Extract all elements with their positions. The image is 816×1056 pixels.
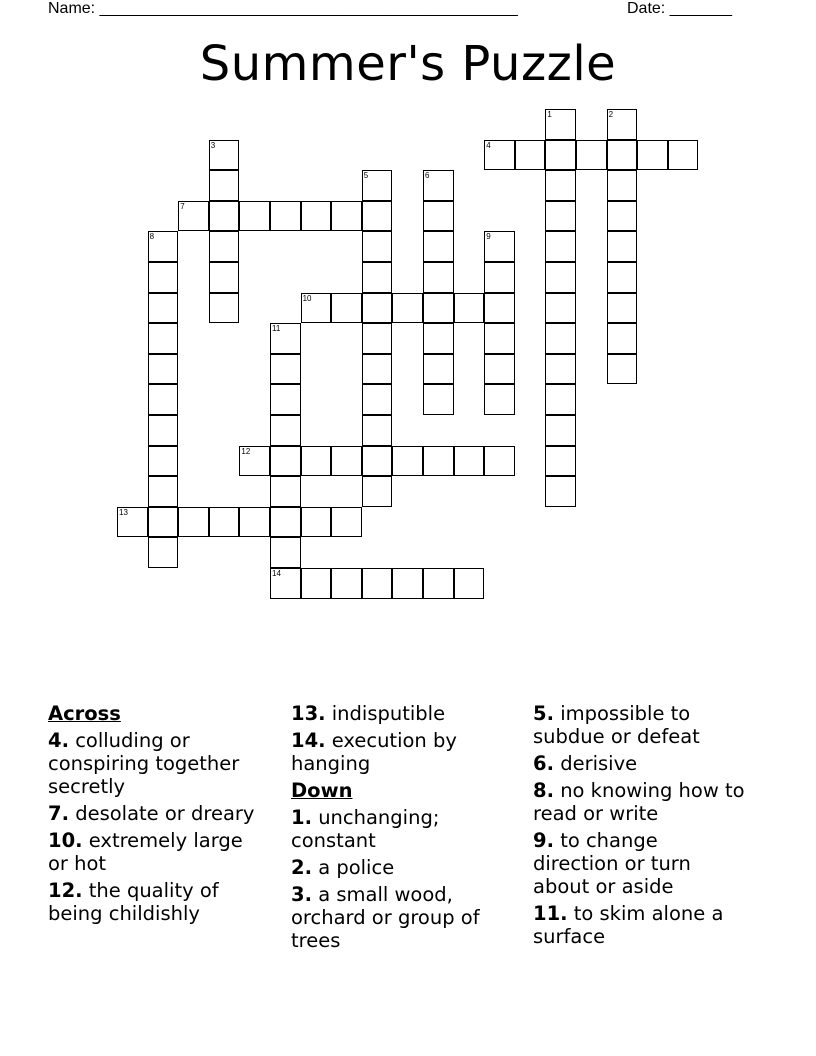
grid-cell[interactable] — [301, 507, 332, 538]
clue-number: 14. — [291, 729, 326, 752]
grid-cell[interactable] — [484, 384, 515, 415]
grid-cell[interactable] — [178, 201, 209, 232]
grid-cell[interactable] — [545, 109, 576, 140]
grid-cell[interactable] — [484, 262, 515, 293]
grid-cell[interactable] — [423, 170, 454, 201]
grid-cell[interactable] — [331, 568, 362, 599]
grid-cell[interactable] — [148, 384, 179, 415]
clue-number: 11. — [533, 902, 568, 925]
clue-across-13 — [291, 702, 506, 725]
grid-cell[interactable] — [331, 446, 362, 477]
clue-number: 12. — [48, 879, 83, 902]
grid-cell[interactable] — [362, 262, 393, 293]
grid-cell[interactable] — [454, 568, 485, 599]
grid-cell[interactable] — [607, 201, 638, 232]
grid-cell[interactable] — [392, 293, 423, 324]
clue-text: indisputible — [331, 702, 446, 725]
grid-cell[interactable] — [362, 446, 393, 477]
grid-cell[interactable] — [239, 446, 270, 477]
clue-down-2 — [291, 856, 506, 879]
clue-text: impossible to subdue or defeat — [533, 702, 700, 748]
grid-cell[interactable] — [148, 476, 179, 507]
clue-number: 3. — [291, 883, 312, 906]
clue-text: derisive — [560, 752, 638, 775]
clue-across-14 — [291, 729, 506, 775]
clue-column-1 — [48, 702, 263, 929]
cell-number: 8 — [149, 232, 155, 242]
clue-number: 1. — [291, 806, 312, 829]
grid-cell[interactable] — [545, 323, 576, 354]
clue-down-3 — [291, 883, 506, 952]
clue-number: 2. — [291, 856, 312, 879]
clue-text: execution by hanging — [291, 729, 457, 775]
grid-cell[interactable] — [484, 140, 515, 171]
clue-across-7 — [48, 802, 263, 825]
grid-cell[interactable] — [362, 354, 393, 385]
grid-cell[interactable] — [607, 109, 638, 140]
grid-cell[interactable] — [209, 140, 240, 171]
down-heading: Down — [291, 779, 353, 802]
clue-text: to skim alone a surface — [533, 902, 724, 948]
clue-column-3 — [533, 702, 748, 952]
grid-cell[interactable] — [423, 293, 454, 324]
clue-text: extremely large or hot — [48, 829, 243, 875]
grid-cell[interactable] — [301, 201, 332, 232]
name-line[interactable]: Name: _______________________________________________ — [48, 0, 518, 17]
grid-cell[interactable] — [392, 446, 423, 477]
cell-number: 1 — [547, 110, 552, 119]
cell-number: 13 — [119, 507, 128, 517]
clue-number: 5. — [533, 702, 554, 725]
grid-cell[interactable] — [209, 262, 240, 293]
date-line[interactable]: Date: _______ — [627, 0, 732, 17]
clue-down-1 — [291, 806, 506, 852]
grid-cell[interactable] — [607, 323, 638, 354]
grid-cell[interactable] — [607, 293, 638, 324]
grid-cell[interactable] — [637, 140, 668, 171]
grid-cell[interactable] — [270, 323, 301, 354]
grid-cell[interactable] — [423, 568, 454, 599]
grid-cell[interactable] — [545, 231, 576, 262]
clue-number: 7. — [48, 802, 69, 825]
grid-cell[interactable] — [545, 384, 576, 415]
grid-cell[interactable] — [270, 568, 301, 599]
clue-number: 8. — [533, 779, 554, 802]
grid-cell[interactable] — [484, 323, 515, 354]
grid-cell[interactable] — [423, 384, 454, 415]
grid-cell[interactable] — [178, 507, 209, 538]
grid-cell[interactable] — [331, 293, 362, 324]
grid-cell[interactable] — [423, 446, 454, 477]
grid-cell[interactable] — [270, 415, 301, 446]
grid-cell[interactable] — [545, 201, 576, 232]
cell-number: 11 — [272, 324, 281, 334]
grid-cell[interactable] — [362, 476, 393, 507]
grid-cell[interactable] — [545, 262, 576, 293]
cell-number: 4 — [486, 140, 491, 150]
cell-number: 3 — [210, 140, 216, 150]
grid-cell[interactable] — [362, 568, 393, 599]
cell-number: 10 — [302, 293, 312, 303]
grid-cell[interactable] — [607, 354, 638, 385]
grid-cell[interactable] — [545, 170, 576, 201]
grid-cell[interactable] — [239, 201, 270, 232]
grid-cell[interactable] — [454, 446, 485, 477]
grid-cell[interactable] — [270, 384, 301, 415]
cell-number: 12 — [241, 446, 251, 456]
grid-cell[interactable] — [301, 446, 332, 477]
grid-cell[interactable] — [545, 446, 576, 477]
grid-cell[interactable] — [362, 384, 393, 415]
grid-cell[interactable] — [270, 446, 301, 477]
grid-cell[interactable] — [301, 568, 332, 599]
grid-cell[interactable] — [423, 231, 454, 262]
grid-cell[interactable] — [148, 507, 179, 538]
grid-cell[interactable] — [209, 507, 240, 538]
grid-cell[interactable] — [545, 415, 576, 446]
grid-cell[interactable] — [423, 323, 454, 354]
grid-cell[interactable] — [148, 293, 179, 324]
grid-cell[interactable] — [545, 293, 576, 324]
grid-cell[interactable] — [607, 170, 638, 201]
grid-cell[interactable] — [423, 262, 454, 293]
grid-cell[interactable] — [607, 262, 638, 293]
clue-down-5 — [533, 702, 748, 748]
clue-number: 9. — [533, 829, 554, 852]
grid-cell[interactable] — [423, 201, 454, 232]
clue-down-11 — [533, 902, 748, 948]
grid-cell[interactable] — [117, 507, 148, 538]
grid-cell[interactable] — [209, 231, 240, 262]
grid-cell[interactable] — [209, 293, 240, 324]
grid-cell[interactable] — [362, 231, 393, 262]
clue-number: 10. — [48, 829, 83, 852]
clue-number: 4. — [48, 729, 69, 752]
grid-cell[interactable] — [239, 507, 270, 538]
grid-cell[interactable] — [362, 415, 393, 446]
grid-cell[interactable] — [209, 170, 240, 201]
grid-cell[interactable] — [362, 293, 393, 324]
clue-column-2 — [291, 702, 506, 956]
clue-across-10 — [48, 829, 263, 875]
grid-cell[interactable] — [484, 231, 515, 262]
grid-cell[interactable] — [545, 140, 576, 171]
grid-cell[interactable] — [668, 140, 699, 171]
clue-text: the quality of being childishly — [48, 879, 219, 925]
grid-cell[interactable] — [484, 446, 515, 477]
grid-cell[interactable] — [148, 537, 179, 568]
grid-cell[interactable] — [392, 568, 423, 599]
clue-down-9 — [533, 829, 748, 898]
clue-text: a police — [318, 856, 395, 879]
clue-across-4 — [48, 729, 263, 798]
grid-cell[interactable] — [576, 140, 607, 171]
grid-cell[interactable] — [362, 323, 393, 354]
cell-number: 6 — [425, 171, 430, 181]
cell-number: 9 — [486, 232, 491, 242]
puzzle-title: Summer's Puzzle — [199, 36, 617, 92]
grid-cell[interactable] — [484, 354, 515, 385]
clue-text: desolate or dreary — [75, 802, 255, 825]
grid-cell[interactable] — [148, 415, 179, 446]
clue-text: colluding or conspiring together secretly — [48, 729, 240, 798]
grid-cell[interactable] — [545, 354, 576, 385]
grid-cell[interactable] — [484, 293, 515, 324]
cell-number: 5 — [363, 171, 369, 181]
grid-cell[interactable] — [148, 323, 179, 354]
grid-cell[interactable] — [545, 476, 576, 507]
grid-cell[interactable] — [270, 507, 301, 538]
clue-number: 6. — [533, 752, 554, 775]
grid-cell[interactable] — [148, 231, 179, 262]
cell-number: 14 — [272, 569, 281, 578]
grid-cell[interactable] — [148, 354, 179, 385]
cell-number: 2 — [608, 110, 614, 119]
grid-cell[interactable] — [515, 140, 546, 171]
clue-number: 13. — [291, 702, 326, 725]
clue-text: no knowing how to read or write — [533, 779, 745, 825]
grid-cell[interactable] — [362, 170, 393, 201]
clue-text: unchanging; constant — [291, 806, 440, 852]
grid-cell[interactable] — [607, 140, 638, 171]
clue-text: to change direction or turn about or aside — [533, 829, 691, 898]
grid-cell[interactable] — [270, 476, 301, 507]
cell-number: 7 — [180, 201, 185, 211]
grid-cell[interactable] — [331, 507, 362, 538]
clue-text: a small wood, orchard or group of trees — [291, 883, 480, 952]
grid-cell[interactable] — [423, 354, 454, 385]
clue-down-6 — [533, 752, 748, 775]
grid-cell[interactable] — [148, 446, 179, 477]
grid-cell[interactable] — [209, 201, 240, 232]
grid-cell[interactable] — [301, 293, 332, 324]
grid-cell[interactable] — [454, 293, 485, 324]
grid-cell[interactable] — [270, 354, 301, 385]
clue-across-12 — [48, 879, 263, 925]
grid-cell[interactable] — [148, 262, 179, 293]
grid-cell[interactable] — [607, 231, 638, 262]
grid-cell[interactable] — [362, 201, 393, 232]
grid-cell[interactable] — [270, 201, 301, 232]
clue-down-8 — [533, 779, 748, 825]
grid-cell[interactable] — [270, 537, 301, 568]
across-heading: Across — [48, 702, 121, 725]
grid-cell[interactable] — [331, 201, 362, 232]
